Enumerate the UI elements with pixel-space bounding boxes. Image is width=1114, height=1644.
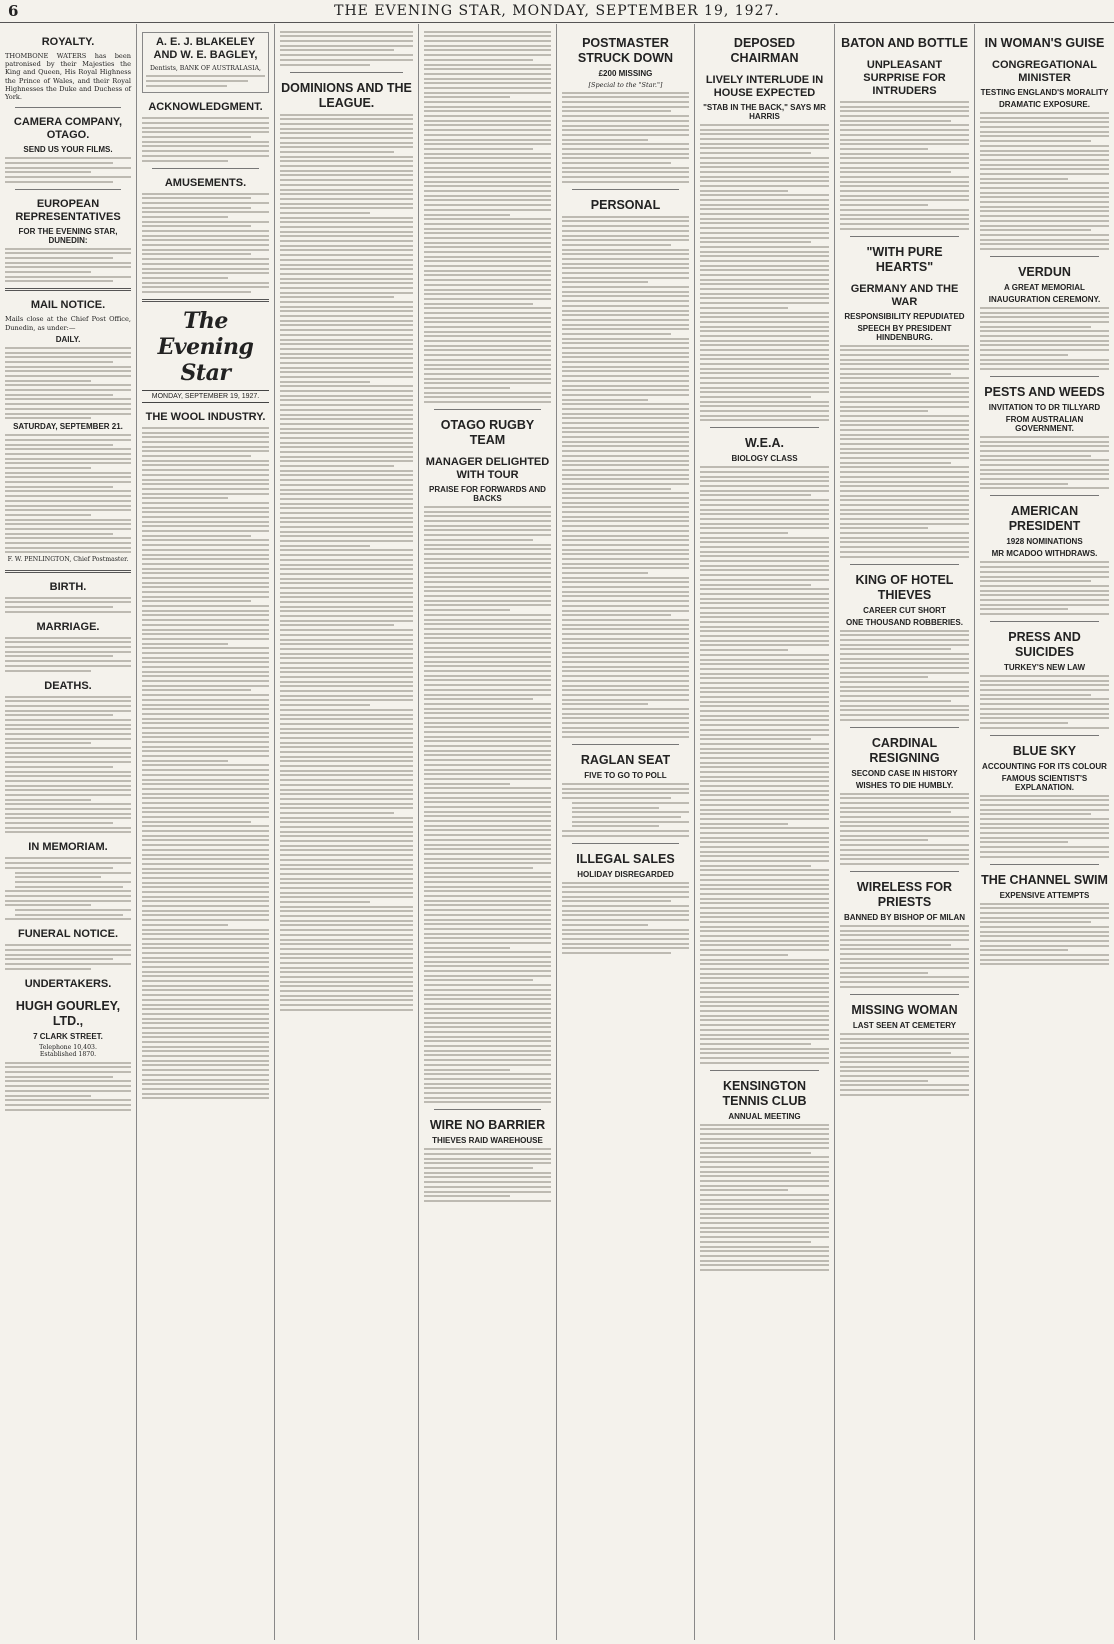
royalty-text: THOMBONE WATERS has been patronised by their Majesties the King and Queen, His Royal Highness the Prince of Wales, and their Royal Highnesses the Duke and Duchess of York. [5, 52, 131, 102]
minister-sub: CONGREGATIONAL MINISTER [992, 59, 1097, 84]
column-2 [137, 24, 275, 1640]
kensington-heading: KENSINGTON TENNIS CLUB [722, 1078, 807, 1108]
personal-heading: PERSONAL [590, 197, 661, 212]
pure-heading: "WITH PURE HEARTS" [866, 244, 943, 274]
column-7 [835, 24, 975, 1640]
germany-sub: GERMANY AND THE WAR [850, 282, 959, 308]
wool-heading: THE WOOL INDUSTRY. [145, 410, 266, 423]
blakeley-sub: Dentists, BANK OF AUSTRALASIA, [149, 65, 262, 72]
stab-sub: "STAB IN THE BACK," SAYS MR HARRIS [703, 103, 826, 121]
european-sub: FOR THE EVENING STAR, DUNEDIN: [18, 226, 118, 245]
marriage-heading: MARRIAGE. [36, 620, 100, 633]
dominions-heading: DOMINIONS AND THE LEAGUE. [281, 80, 412, 110]
responsibility-sub: RESPONSIBILITY REPUDIATED [844, 311, 965, 321]
mcadoo-sub: MR MCADOO WITHDRAWS. [991, 549, 1098, 559]
gourley-name: HUGH GOURLEY, LTD., [15, 998, 121, 1028]
column-5 [557, 24, 695, 1640]
special-credit: [Special to the "Star."] [588, 81, 663, 89]
column-4 [419, 24, 557, 1640]
postmaster-signature: F. W. PENLINGTON, Chief Postmaster. [7, 556, 129, 564]
royalty-heading: ROYALTY. [41, 36, 95, 48]
deposed-heading: DEPOSED CHAIRMAN [730, 36, 799, 65]
otago-sub: MANAGER DELIGHTED WITH TOUR [425, 456, 550, 481]
camera-sub: SEND US YOUR FILMS. [23, 145, 113, 155]
thieves-sub2: ONE THOUSAND ROBBERIES. [846, 617, 963, 627]
column-1 [0, 24, 137, 1640]
biology-sub: BIOLOGY CLASS [731, 454, 798, 464]
speech-sub: SPEECH BY PRESIDENT HINDENBURG. [857, 323, 952, 342]
column-3 [275, 24, 419, 1640]
masthead [0, 0, 1114, 23]
president-heading: AMERICAN PRESIDENT [1008, 504, 1081, 534]
annual-sub: ANNUAL MEETING [728, 1111, 801, 1121]
illegal-sub: HOLIDAY DISREGARDED [577, 869, 674, 879]
invitation-sub: INVITATION TO DR TILLYARD [988, 402, 1101, 412]
memoriam-heading: IN MEMORIAM. [28, 841, 108, 854]
gourley-phone: Telephone 10,403. [39, 1043, 97, 1051]
guise-heading: IN WOMAN'S GUISE [984, 36, 1105, 50]
birth-heading: BIRTH. [49, 580, 87, 593]
inauguration-sub: INAUGURATION CEREMONY. [988, 294, 1101, 304]
bluesky-heading: BLUE SKY [1012, 743, 1077, 758]
raglan-sub: FIVE TO GO TO POLL [584, 771, 667, 781]
nominations-sub: 1928 NOMINATIONS [1006, 537, 1083, 547]
scientist-sub: FAMOUS SCIENTIST'S EXPLANATION. [1001, 773, 1088, 792]
mail-text: Mails close at the Chief Post Office, Dunedin, as under:— [5, 315, 131, 332]
lively-sub: LIVELY INTERLUDE IN HOUSE EXPECTED [705, 74, 824, 99]
wireless-heading: WIRELESS FOR PRIESTS [856, 879, 953, 909]
column-6 [695, 24, 835, 1640]
mail-saturday: SATURDAY, SEPTEMBER 21. [13, 422, 123, 432]
missing-sub: £200 MISSING [598, 69, 653, 78]
memorial-sub: A GREAT MEMORIAL [1004, 282, 1085, 292]
wire-heading: WIRE NO BARRIER [429, 1118, 546, 1133]
dramatic-sub: DRAMATIC EXPOSURE. [999, 100, 1090, 109]
raglan-heading: RAGLAN SEAT [580, 753, 671, 768]
otago-heading: OTAGO RUGBY TEAM [440, 418, 535, 447]
hotel-thieves-heading: KING OF HOTEL THIEVES [855, 572, 954, 602]
cardinal-sub: SECOND CASE IN HISTORY [851, 768, 958, 778]
wire-sub: THIEVES RAID WAREHOUSE [432, 1136, 543, 1146]
morality-sub: TESTING ENGLAND'S MORALITY [980, 88, 1109, 97]
gourley-established: Established 1870. [39, 1051, 97, 1059]
suicides-heading: PRESS AND SUICIDES [1008, 630, 1081, 659]
editorial-date: MONDAY, SEPTEMBER 19, 1927. [142, 390, 269, 403]
wireless-sub: BANNED BY BISHOP OF MILAN [843, 912, 966, 922]
european-heading: EUROPEAN REPRESENTATIVES [15, 197, 121, 223]
camera-heading: CAMERA COMPANY, OTAGO. [13, 116, 123, 142]
unpleasant-sub: UNPLEASANT SURPRISE FOR INTRUDERS [863, 59, 946, 97]
gourley-address: 7 CLARK STREET. [33, 1031, 103, 1041]
attempts-sub: EXPENSIVE ATTEMPTS [999, 890, 1090, 900]
turkey-sub: TURKEY'S NEW LAW [1003, 663, 1085, 672]
undertakers-heading: UNDERTAKERS. [24, 977, 112, 990]
cardinal-sub2: WISHES TO DIE HUMBLY. [855, 780, 954, 790]
verdun-heading: VERDUN [1018, 264, 1071, 279]
otago-sub2: PRAISE FOR FORWARDS AND BACKS [429, 485, 546, 503]
baton-heading: BATON AND BOTTLE [841, 36, 968, 50]
cemetery-sub: LAST SEEN AT CEMETERY [852, 1020, 957, 1030]
postmaster-heading: POSTMASTER STRUCK DOWN [577, 36, 674, 65]
mail-daily: DAILY. [55, 334, 81, 344]
blakeley-heading: A. E. J. BLAKELEY AND W. E. BAGLEY, [153, 36, 258, 61]
missing-woman-heading: MISSING WOMAN [851, 1002, 958, 1017]
illegal-heading: ILLEGAL SALES [576, 851, 675, 866]
acknowledgment-heading: ACKNOWLEDGMENT. [148, 101, 263, 114]
deaths-heading: DEATHS. [44, 679, 92, 692]
govt-sub: FROM AUSTRALIAN GOVERNMENT. [1005, 414, 1084, 433]
wea-heading: W.E.A. [745, 436, 784, 451]
pests-heading: PESTS AND WEEDS [984, 384, 1105, 399]
mail-heading: MAIL NOTICE. [30, 299, 106, 312]
colour-sub: ACCOUNTING FOR ITS COLOUR [982, 761, 1107, 771]
page-number: 6 [8, 2, 19, 20]
amusements-heading: AMUSEMENTS. [164, 176, 247, 189]
column-8 [975, 24, 1114, 1640]
evening-star-logo: The Evening Star [157, 307, 254, 386]
masthead-title: THE EVENING STAR, MONDAY, SEPTEMBER 19, 1927. [334, 3, 780, 19]
cardinal-heading: CARDINAL RESIGNING [869, 735, 940, 765]
blakeley-ad [142, 32, 269, 93]
channel-heading: THE CHANNEL SWIM [981, 872, 1108, 887]
thieves-sub: CAREER CUT SHORT [863, 605, 946, 615]
funeral-heading: FUNERAL NOTICE. [17, 928, 119, 941]
